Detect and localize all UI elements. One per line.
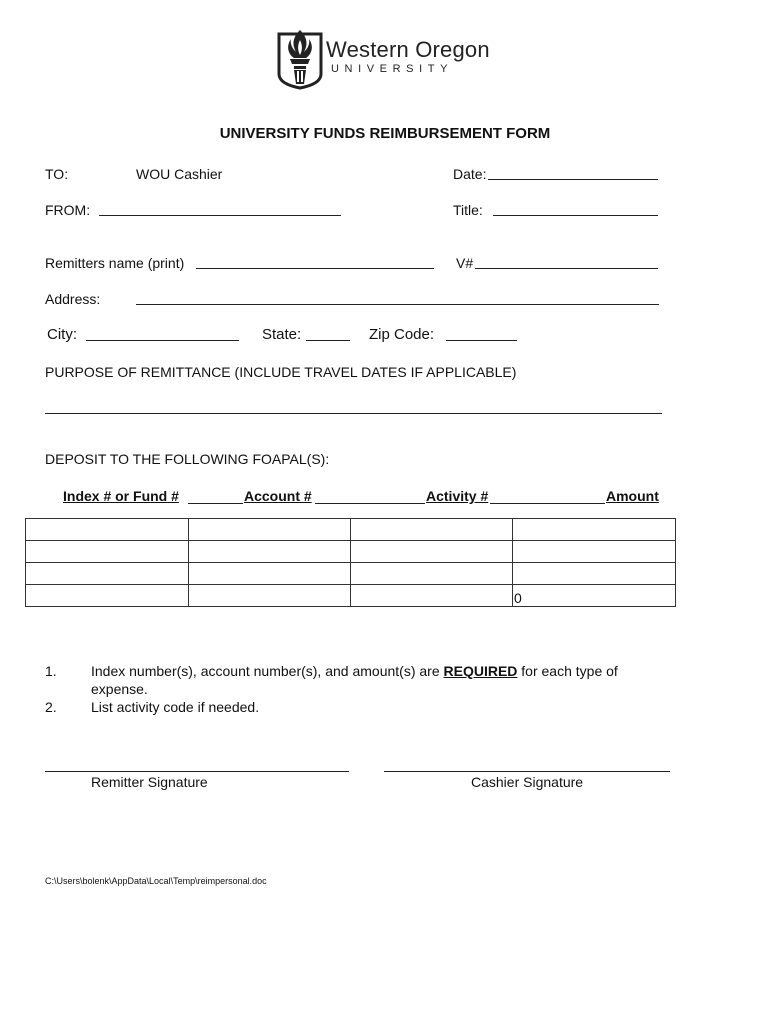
index-fund-cell[interactable] — [26, 541, 189, 563]
date-label: Date: — [453, 166, 487, 182]
activity-cell[interactable] — [351, 563, 513, 585]
amount-cell[interactable]: 0 — [513, 585, 676, 607]
required-emphasis: REQUIRED — [443, 663, 518, 679]
form-title: UNIVERSITY FUNDS REIMBURSEMENT FORM — [219, 125, 551, 142]
account-cell[interactable] — [189, 563, 351, 585]
city-label: City: — [47, 326, 77, 343]
state-label: State: — [262, 326, 302, 343]
zip-field-line[interactable] — [446, 340, 517, 341]
header-underline — [315, 503, 425, 504]
vnumber-field-line[interactable] — [475, 268, 658, 269]
header-index-fund: Index # or Fund # — [63, 488, 179, 504]
table-row — [26, 519, 676, 541]
vnumber-label: V# — [456, 255, 474, 271]
table-row — [26, 541, 676, 563]
purpose-field-line[interactable] — [45, 413, 662, 414]
note-number: 1. — [45, 663, 57, 679]
cashier-signature-line[interactable] — [384, 771, 670, 772]
amount-cell[interactable] — [513, 519, 676, 541]
note-number: 2. — [45, 699, 57, 715]
account-cell[interactable] — [189, 585, 351, 607]
index-fund-cell[interactable] — [26, 585, 189, 607]
remitter-signature-line[interactable] — [45, 771, 349, 772]
deposit-label: DEPOSIT TO THE FOLLOWING FOAPAL(S): — [45, 451, 330, 467]
header-underline — [490, 503, 605, 504]
footer-file-path: C:\Users\bolenk\AppData\Local\Temp\reimpersonal.doc — [45, 876, 267, 886]
activity-cell[interactable] — [351, 585, 513, 607]
remitter-name-label: Remitters name (print) — [45, 255, 185, 271]
account-cell[interactable] — [189, 519, 351, 541]
logo-wordmark: Western Oregon — [326, 37, 490, 62]
table-row — [26, 585, 676, 607]
address-field-line[interactable] — [136, 304, 659, 305]
amount-cell[interactable] — [513, 541, 676, 563]
state-field-line[interactable] — [306, 340, 350, 341]
zip-label: Zip Code: — [369, 326, 435, 343]
purpose-label: PURPOSE OF REMITTANCE (INCLUDE TRAVEL DATES IF APPLICABLE) — [45, 364, 517, 380]
to-value: WOU Cashier — [136, 166, 223, 182]
logo-subtitle: UNIVERSITY — [331, 63, 454, 75]
account-cell[interactable] — [189, 541, 351, 563]
foapal-table — [25, 518, 676, 607]
note-text: Index number(s), account number(s), and amount(s) are REQUIRED for each type of — [91, 663, 618, 679]
title-field-line[interactable] — [493, 215, 658, 216]
index-fund-cell[interactable] — [26, 563, 189, 585]
activity-cell[interactable] — [351, 519, 513, 541]
torch-shield-icon — [276, 26, 324, 90]
date-field-line[interactable] — [488, 179, 658, 180]
remitter-name-field-line[interactable] — [196, 268, 434, 269]
to-label: TO: — [45, 166, 69, 182]
header-account: Account # — [244, 488, 312, 504]
header-amount: Amount — [606, 488, 659, 504]
title-label: Title: — [453, 202, 483, 218]
cashier-signature-label: Cashier Signature — [471, 774, 584, 790]
address-label: Address: — [45, 291, 101, 307]
note-text: List activity code if needed. — [91, 699, 260, 715]
amount-cell[interactable] — [513, 563, 676, 585]
city-field-line[interactable] — [86, 340, 239, 341]
note-text-continued: expense. — [91, 681, 148, 697]
activity-cell[interactable] — [351, 541, 513, 563]
table-row — [26, 563, 676, 585]
from-field-line[interactable] — [99, 215, 341, 216]
header-activity: Activity # — [426, 488, 489, 504]
header-underline — [188, 503, 243, 504]
index-fund-cell[interactable] — [26, 519, 189, 541]
remitter-signature-label: Remitter Signature — [91, 774, 208, 790]
from-label: FROM: — [45, 202, 91, 218]
